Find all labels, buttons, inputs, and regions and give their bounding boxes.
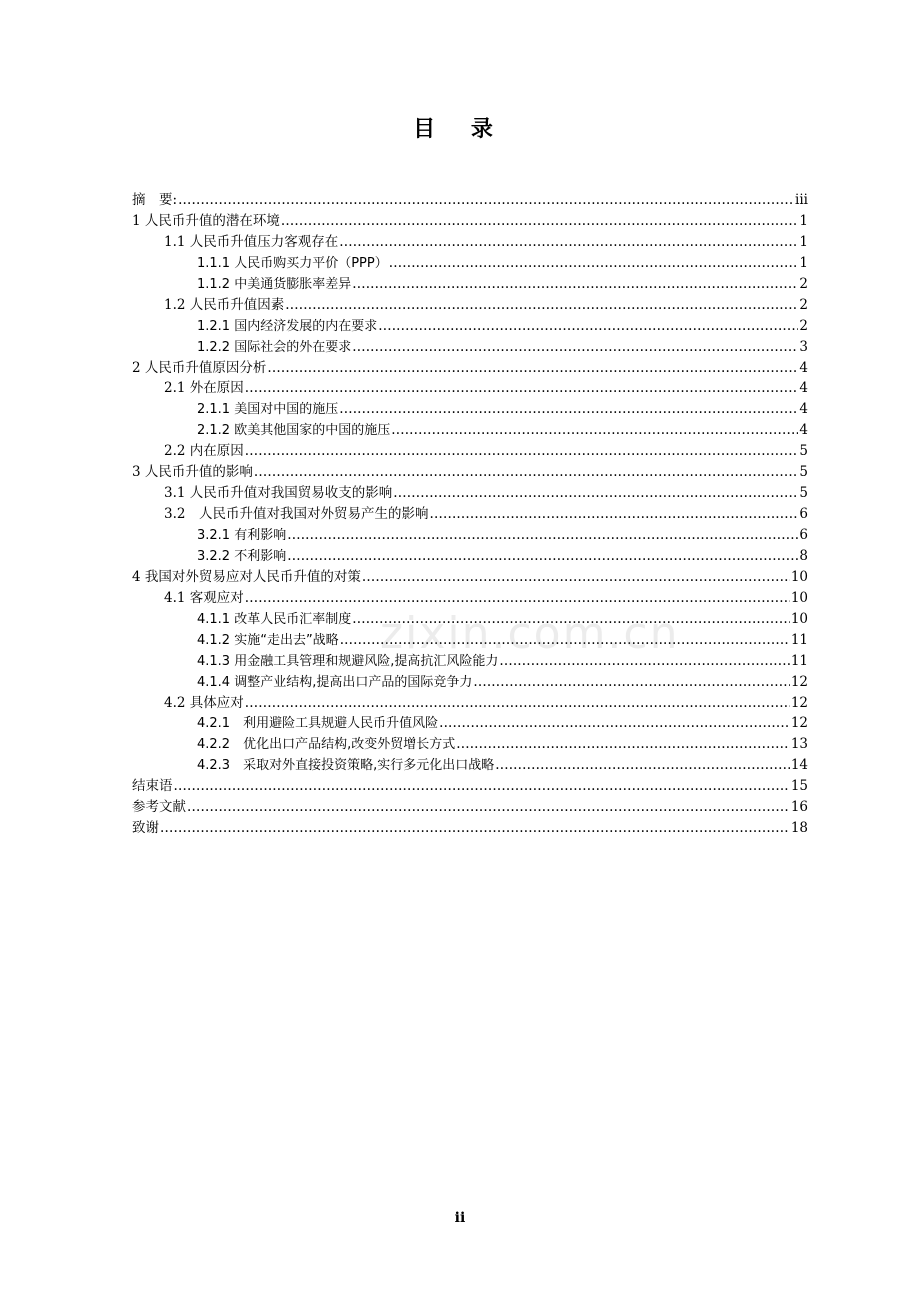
toc-entry[interactable] [132,190,808,211]
toc-leader-dots [187,797,790,818]
toc-entry-label: 4.2.1 利用避险工具规避人民币升值风险 [197,716,439,732]
watermark: zixin.com.cn [380,608,680,659]
toc-leader-dots [389,253,799,274]
toc-entry[interactable] [132,211,808,232]
toc-entry-page: 12 [790,715,808,732]
toc-entry[interactable] [132,713,808,734]
toc-entry[interactable] [132,776,808,797]
toc-entry-label: 摘 要: [132,192,178,208]
toc-entry-label: 致谢 [132,820,159,837]
toc-leader-dots [160,818,790,839]
toc-entry-label: 2 人民币升值原因分析 [132,359,267,376]
toc-entry-page: 4 [799,422,808,439]
toc-leader-dots [362,567,790,588]
toc-entry-label: 3.1 人民币升值对我国贸易收支的影响 [164,485,393,502]
toc-entry-page: 10 [790,610,808,627]
toc-leader-dots [178,190,794,211]
toc-entry-page: 1 [799,254,808,271]
toc-leader-dots [254,462,799,483]
toc-entry-label: 4.1.2 实施“走出去”战略 [197,632,339,648]
toc-entry-page: 11 [790,631,808,648]
toc-leader-dots [391,420,798,441]
toc-entry-label: 3.2.2 不利影响 [197,548,287,564]
toc-entry-label: 1.2.1 国内经济发展的内在要求 [197,318,378,334]
toc-entry-label: 4.2.3 采取对外直接投资策略,实行多元化出口战略 [197,758,495,774]
toc-entry-page: 13 [790,736,808,753]
toc-entry[interactable] [132,567,808,588]
toc-entry-label: 3.2 人民币升值对我国对外贸易产生的影响 [164,506,429,523]
toc-leader-dots [352,337,798,358]
toc-leader-dots [429,504,798,525]
toc-entry-label: 4.1.4 调整产业结构,提高出口产品的国际竞争力 [197,674,473,690]
toc-entry[interactable] [132,755,808,776]
toc-entry[interactable] [132,483,808,504]
toc-entry-label: 1.1 人民币升值压力客观存在 [164,233,339,250]
toc-entry-page: 1 [799,233,808,250]
toc-entry-page: 12 [790,673,808,690]
toc-entry[interactable] [132,734,808,755]
toc-leader-dots [473,672,789,693]
toc-leader-dots [245,588,790,609]
toc-entry[interactable] [132,441,808,462]
toc-entry-page: 18 [790,820,808,837]
toc-leader-dots [339,399,798,420]
toc-entry-label: 1.2 人民币升值因素 [164,296,285,313]
toc-entry-page: 15 [790,778,808,795]
toc-leader-dots [287,525,798,546]
toc-entry[interactable] [132,316,808,337]
toc-leader-dots [339,232,798,253]
toc-entry[interactable] [132,399,808,420]
toc-leader-dots [393,483,798,504]
toc-entry[interactable] [132,295,808,316]
toc-entry-label: 4 我国对外贸易应对人民币升值的对策 [132,568,361,585]
toc-leader-dots [456,734,790,755]
toc-entry-label: 2.2 内在原因 [164,443,244,460]
toc-entry-label: 4.1.1 改革人民币汇率制度 [197,611,352,627]
toc-leader-dots [495,755,790,776]
toc-leader-dots [174,776,790,797]
toc-leader-dots [245,693,790,714]
toc-entry[interactable] [132,525,808,546]
toc-entry-label: 2.1.1 美国对中国的施压 [197,402,339,418]
toc-entry-page: 8 [799,547,808,564]
toc-entry-page: 6 [799,506,808,523]
toc-leader-dots [245,378,799,399]
toc-entry-page: 10 [790,568,808,585]
toc-leader-dots [287,546,798,567]
toc-entry[interactable] [132,588,808,609]
toc-leader-dots [352,274,798,295]
toc-entry-page: 2 [799,275,808,292]
toc-entry-page: iii [795,192,808,208]
toc-entry-page: 2 [799,296,808,313]
toc-entry-page: 14 [790,757,808,774]
toc-entry-page: 5 [799,485,808,502]
toc-entry-page: 4 [799,359,808,376]
toc-entry-label: 参考文献 [132,799,186,816]
toc-entry-label: 1.1.2 中美通货膨胀率差异 [197,276,352,292]
toc-entry[interactable] [132,337,808,358]
toc-entry-page: 12 [790,694,808,711]
toc-entry-page: 4 [799,401,808,418]
toc-entry[interactable] [132,232,808,253]
toc-entry[interactable] [132,378,808,399]
toc-entry-label: 2.1.2 欧美其他国家的中国的施压 [197,423,391,439]
toc-entry-page: 4 [799,380,808,397]
toc-entry[interactable] [132,462,808,483]
toc-entry-label: 4.1.3 用金融工具管理和规避风险,提高抗汇风险能力 [197,653,499,669]
page-number: ii [454,1210,466,1226]
toc-entry-page: 3 [799,338,808,355]
toc-entry[interactable] [132,358,808,379]
toc-entry[interactable] [132,797,808,818]
toc-entry-label: 1 人民币升值的潜在环境 [132,212,280,229]
toc-entry[interactable] [132,546,808,567]
toc-entry[interactable] [132,253,808,274]
toc-leader-dots [439,713,790,734]
toc-entry[interactable] [132,504,808,525]
toc-entry-page: 11 [790,652,808,669]
toc-entry-page: 5 [799,443,808,460]
toc-entry-page: 10 [790,589,808,606]
toc-leader-dots [281,211,799,232]
toc-entry-label: 4.1 客观应对 [164,589,244,606]
toc-leader-dots [378,316,798,337]
toc-entry-page: 2 [799,317,808,334]
toc-entry-label: 1.2.2 国际社会的外在要求 [197,339,352,355]
toc-entry-label: 4.2 具体应对 [164,694,244,711]
toc-entry[interactable] [132,818,808,839]
toc-entry-page: 5 [799,464,808,481]
toc-entry-label: 4.2.2 优化出口产品结构,改变外贸增长方式 [197,737,456,753]
toc-leader-dots [245,441,799,462]
toc-entry-label: 3 人民币升值的影响 [132,464,253,481]
toc-leader-dots [267,358,798,379]
toc-entry-label: 3.2.1 有利影响 [197,528,287,543]
toc-entry-label: 2.1 外在原因 [164,380,244,397]
toc-entry[interactable] [132,672,808,693]
toc-entry-page: 6 [799,527,808,543]
table-of-contents [132,190,808,839]
toc-entry-page: 16 [790,799,808,816]
toc-entry-label: 结束语 [132,778,173,795]
toc-entry[interactable] [132,420,808,441]
toc-entry-page: 1 [799,212,808,229]
page-title: 目 录 [413,117,507,142]
toc-entry[interactable] [132,274,808,295]
toc-entry-label: 1.1.1 人民币购买力平价（PPP） [197,255,388,271]
toc-leader-dots [285,295,798,316]
toc-entry[interactable] [132,693,808,714]
